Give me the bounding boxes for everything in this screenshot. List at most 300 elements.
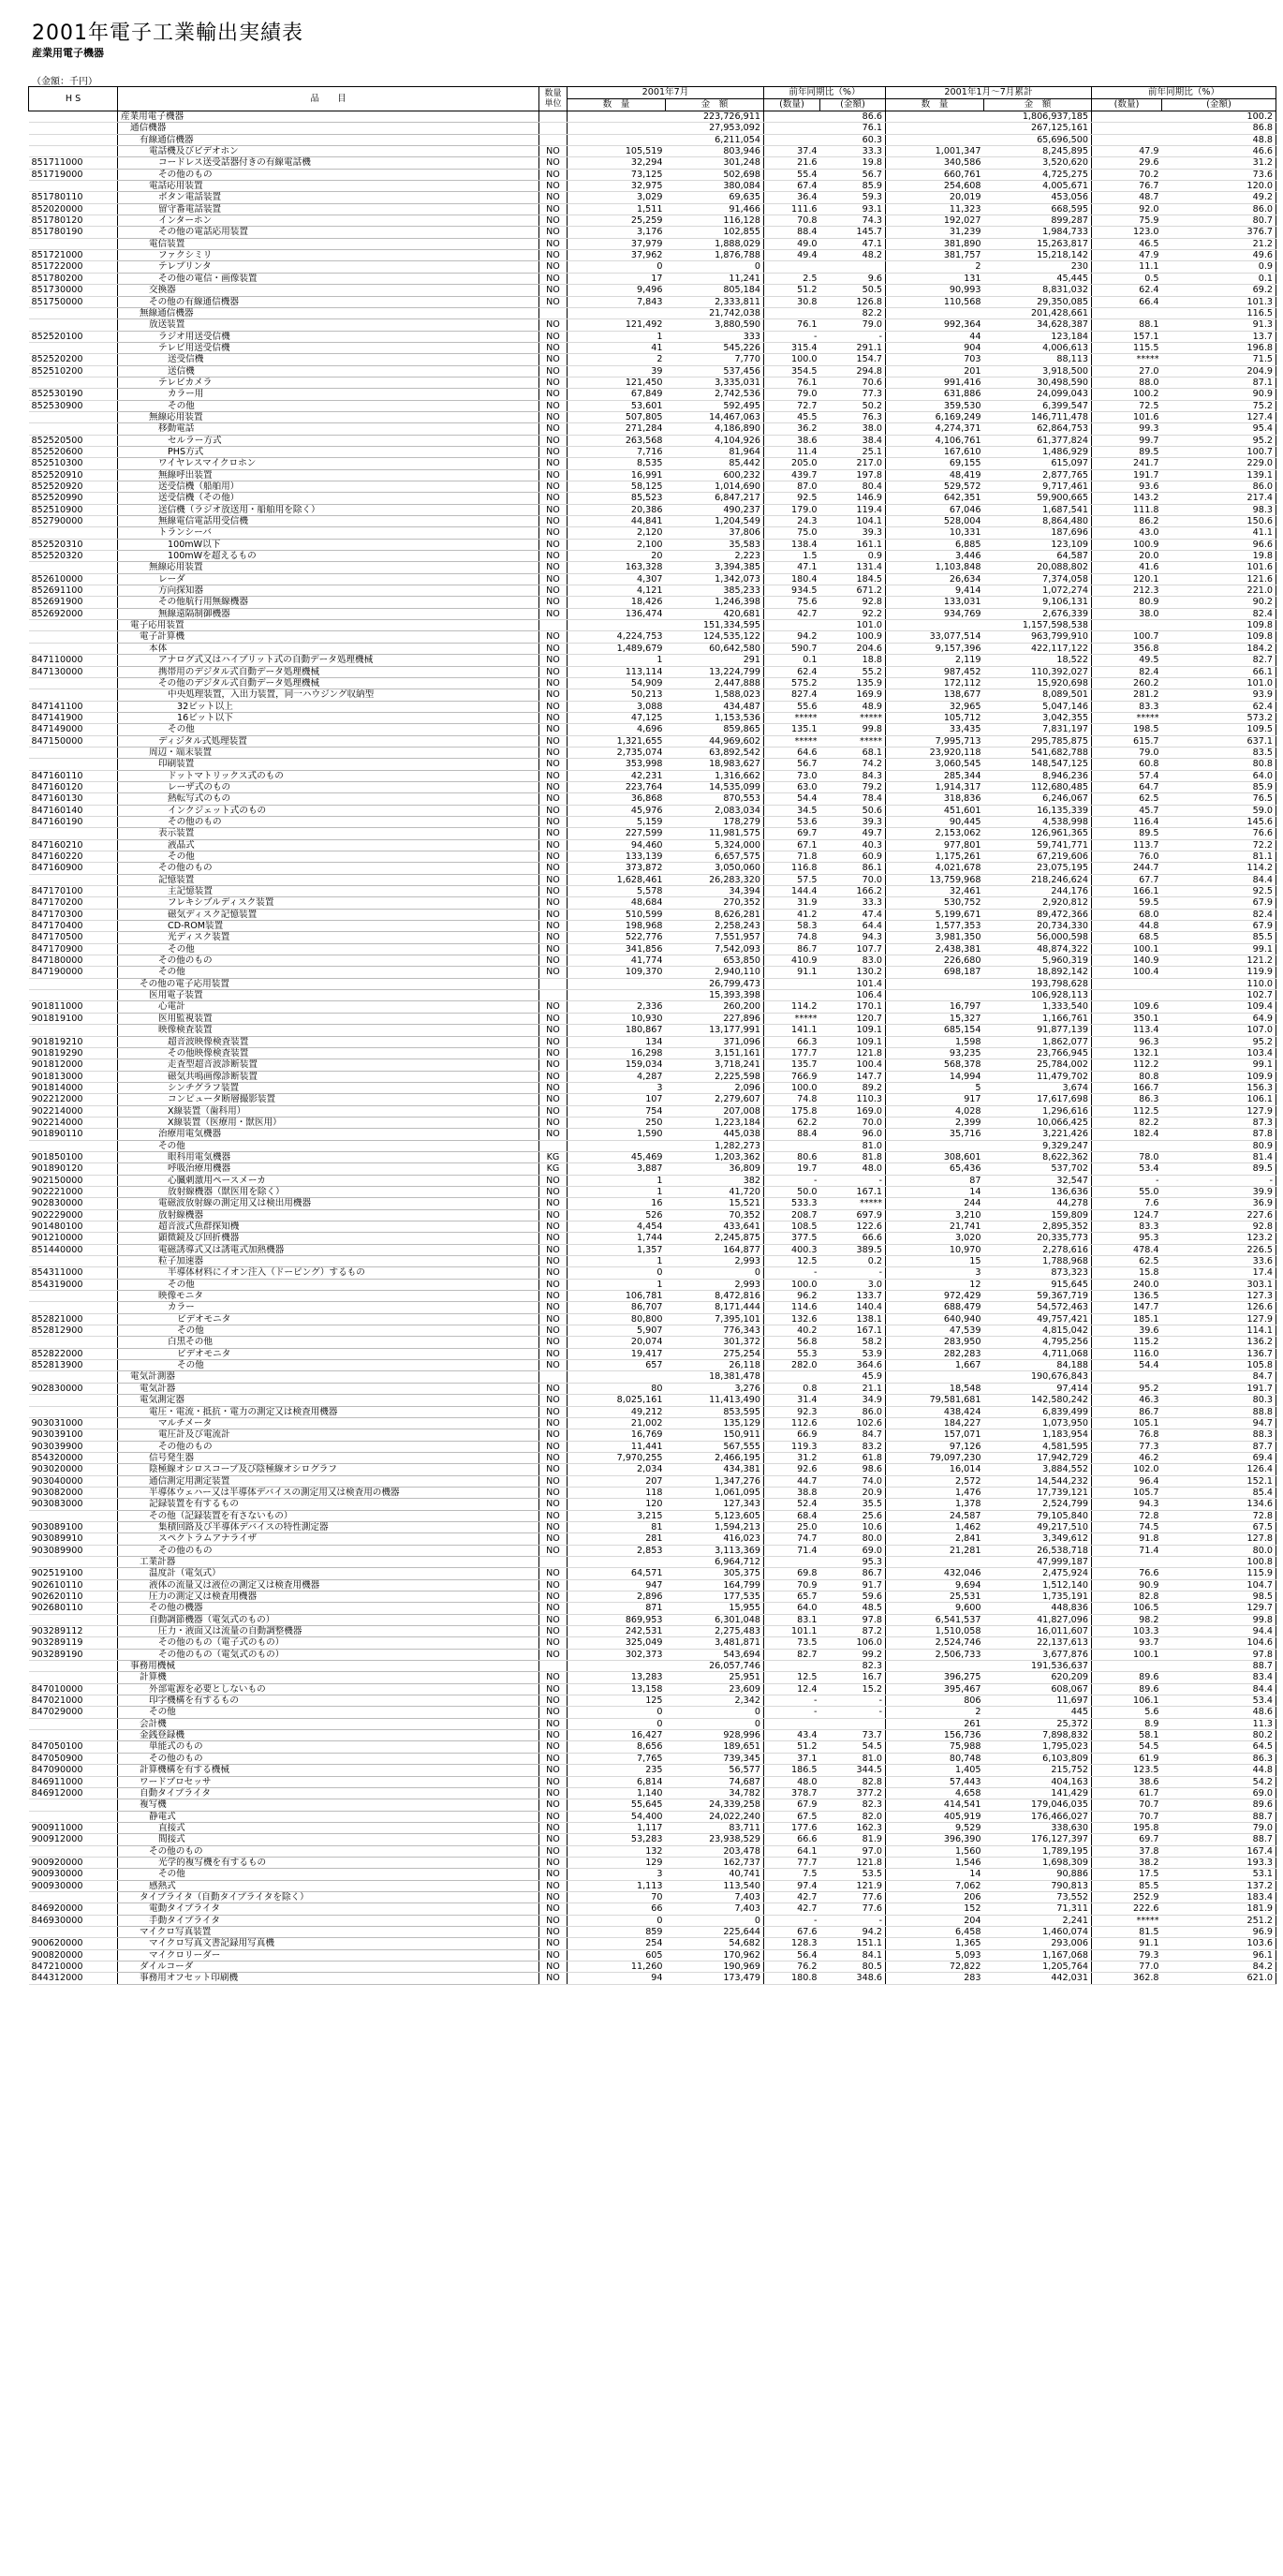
table-row: [29, 1683, 1276, 1695]
month-qty: 5,578: [568, 886, 666, 897]
yoy-amt: 109.1: [820, 1036, 886, 1047]
cum-amt: 4,795,256: [984, 1337, 1092, 1348]
yoy-qty: 410.9: [764, 955, 820, 967]
yoy-amt: 0.9: [820, 551, 886, 562]
hs-code: 901819290: [29, 1047, 118, 1059]
cum-yoy-amt: 100.8: [1162, 1556, 1276, 1567]
table-row: [29, 1834, 1276, 1845]
yoy-amt: 184.5: [820, 573, 886, 585]
cum-yoy-qty: 61.7: [1092, 1787, 1162, 1799]
item-name: 電信装置: [118, 238, 539, 249]
item-name: 磁気共鳴画像診断装置: [118, 1071, 539, 1082]
cum-amt: 1,789,195: [984, 1845, 1092, 1857]
hs-code: [29, 978, 118, 989]
cum-yoy-qty: 88.1: [1092, 319, 1162, 331]
table-row: [29, 458, 1276, 469]
cum-amt: 1,687,541: [984, 504, 1092, 515]
yoy-qty: 100.0: [764, 1279, 820, 1290]
item-name: その他映像検査装置: [118, 1047, 539, 1059]
yoy-amt: 87.2: [820, 1626, 886, 1637]
item-name: 無線呼出装置: [118, 469, 539, 481]
month-amt: 420,681: [666, 608, 764, 619]
cum-yoy-qty: 80.8: [1092, 1071, 1162, 1082]
yoy-amt: 25.6: [820, 1510, 886, 1521]
cum-amt: 159,809: [984, 1209, 1092, 1221]
cum-amt: 2,241: [984, 1915, 1092, 1926]
yoy-amt: 110.3: [820, 1094, 886, 1105]
hs-code: [29, 643, 118, 654]
yoy-amt: 70.0: [820, 1117, 886, 1128]
table-row: [29, 1395, 1276, 1406]
cum-amt: 23,075,195: [984, 863, 1092, 874]
table-row: [29, 1869, 1276, 1880]
cum-amt: 176,466,027: [984, 1811, 1092, 1822]
hs-code: [29, 342, 118, 353]
cum-amt: 24,099,043: [984, 389, 1092, 400]
unit: NO: [539, 1707, 568, 1718]
yoy-qty: 354.5: [764, 365, 820, 377]
cum-yoy-amt: 107.0: [1162, 1025, 1276, 1036]
month-qty: 325,049: [568, 1637, 666, 1649]
hs-code: 852520990: [29, 493, 118, 504]
table-row: [29, 123, 1276, 134]
cum-amt: 26,538,718: [984, 1545, 1092, 1556]
hs-code: 900930000: [29, 1869, 118, 1880]
yoy-amt: 81.0: [820, 1753, 886, 1764]
cum-yoy-amt: 104.6: [1162, 1637, 1276, 1649]
month-amt: 7,395,101: [666, 1313, 764, 1325]
yoy-qty: 180.4: [764, 573, 820, 585]
yoy-amt: 162.3: [820, 1822, 886, 1833]
cum-yoy-amt: 62.4: [1162, 701, 1276, 712]
table-row: [29, 1545, 1276, 1556]
yoy-qty: 108.5: [764, 1221, 820, 1233]
hs-code: 847160220: [29, 851, 118, 863]
yoy-amt: 80.0: [820, 1533, 886, 1545]
item-name: 金銭登録機: [118, 1730, 539, 1741]
unit: NO: [539, 1117, 568, 1128]
cum-qty: 1,378: [886, 1499, 984, 1510]
cum-yoy-amt: 136.2: [1162, 1337, 1276, 1348]
table-row: [29, 1071, 1276, 1082]
table-row: [29, 828, 1276, 839]
cum-yoy-amt: 104.7: [1162, 1579, 1276, 1591]
cum-amt: 1,157,598,538: [984, 620, 1092, 631]
cum-qty: 79,097,230: [886, 1452, 984, 1463]
table-row: [29, 1313, 1276, 1325]
cum-yoy-qty: 157.1: [1092, 331, 1162, 342]
month-qty: 20,386: [568, 504, 666, 515]
cum-qty: 9,600: [886, 1603, 984, 1614]
cum-yoy-amt: 85.9: [1162, 781, 1276, 792]
cum-amt: 67,219,606: [984, 851, 1092, 863]
month-amt: 333: [666, 331, 764, 342]
table-row: [29, 331, 1276, 342]
hs-code: [29, 677, 118, 688]
yoy-qty: 79.0: [764, 389, 820, 400]
cum-qty: 25,531: [886, 1591, 984, 1603]
unit: NO: [539, 1036, 568, 1047]
cum-amt: 16,135,339: [984, 805, 1092, 816]
table-row: [29, 863, 1276, 874]
hs-code: [29, 1891, 118, 1902]
cum-qty: 12: [886, 1279, 984, 1290]
unit: [539, 307, 568, 318]
cum-yoy-amt: 72.8: [1162, 1510, 1276, 1521]
yoy-qty: 92.3: [764, 1406, 820, 1417]
cum-yoy-qty: 46.3: [1092, 1395, 1162, 1406]
cum-amt: 1,788,968: [984, 1256, 1092, 1267]
item-name: レーザ式のもの: [118, 781, 539, 792]
cum-yoy-amt: 102.7: [1162, 990, 1276, 1001]
cum-yoy-amt: 121.2: [1162, 955, 1276, 967]
cum-yoy-amt: 81.4: [1162, 1151, 1276, 1162]
hs-code: 851780190: [29, 227, 118, 238]
cum-yoy-amt: 53.4: [1162, 1695, 1276, 1707]
month-qty: 3,215: [568, 1510, 666, 1521]
unit: NO: [539, 1891, 568, 1902]
cum-yoy-amt: 91.3: [1162, 319, 1276, 331]
cum-amt: 1,073,950: [984, 1417, 1092, 1429]
unit: NO: [539, 1915, 568, 1926]
cum-qty: 4,021,678: [886, 863, 984, 874]
unit: NO: [539, 1880, 568, 1891]
table-row: [29, 527, 1276, 539]
cum-qty: 97,126: [886, 1441, 984, 1452]
cum-yoy-qty: 27.0: [1092, 365, 1162, 377]
month-qty: 526: [568, 1209, 666, 1221]
yoy-qty: 119.3: [764, 1441, 820, 1452]
cum-qty: 87: [886, 1175, 984, 1186]
cum-yoy-amt: 89.5: [1162, 1163, 1276, 1175]
cum-amt: 71,311: [984, 1903, 1092, 1915]
table-row: [29, 1787, 1276, 1799]
yoy-qty: [764, 1371, 820, 1383]
hs-code: [29, 181, 118, 192]
cum-amt: 61,377,824: [984, 435, 1092, 446]
cum-qty: 1,546: [886, 1857, 984, 1868]
cum-yoy-amt: 67.9: [1162, 897, 1276, 909]
unit: NO: [539, 527, 568, 539]
cum-amt: 267,125,161: [984, 123, 1092, 134]
table-row: [29, 631, 1276, 643]
table-row: [29, 1510, 1276, 1521]
month-qty: 86,707: [568, 1302, 666, 1313]
cum-amt: 899,287: [984, 215, 1092, 227]
hs-code: 900930000: [29, 1880, 118, 1891]
month-qty: 19,417: [568, 1348, 666, 1359]
month-amt: 2,993: [666, 1256, 764, 1267]
table-row: [29, 319, 1276, 331]
table-row: [29, 296, 1276, 307]
table-row: [29, 1371, 1276, 1383]
month-amt: 592,495: [666, 400, 764, 411]
month-qty: 67,849: [568, 389, 666, 400]
month-qty: 20: [568, 551, 666, 562]
table-row: [29, 1915, 1276, 1926]
month-qty: 48,684: [568, 897, 666, 909]
cum-amt: 7,898,832: [984, 1730, 1092, 1741]
yoy-amt: 167.1: [820, 1186, 886, 1197]
yoy-qty: 175.8: [764, 1105, 820, 1117]
unit: NO: [539, 1753, 568, 1764]
yoy-qty: 42.7: [764, 1891, 820, 1902]
yoy-qty: [764, 111, 820, 123]
yoy-amt: 60.3: [820, 134, 886, 145]
cum-yoy-amt: 73.6: [1162, 169, 1276, 180]
cum-yoy-qty: 37.8: [1092, 1845, 1162, 1857]
month-amt: 34,394: [666, 886, 764, 897]
hs-code: 851440000: [29, 1244, 118, 1255]
yoy-qty: 66.6: [764, 1834, 820, 1845]
cum-yoy-amt: 41.1: [1162, 527, 1276, 539]
header-cum-amt: 金 額: [984, 99, 1092, 111]
month-qty: 41: [568, 342, 666, 353]
month-qty: 198,968: [568, 921, 666, 932]
month-amt: 416,023: [666, 1533, 764, 1545]
unit: NO: [539, 1291, 568, 1302]
yoy-amt: -: [820, 1915, 886, 1926]
item-name: 事務用機械: [118, 1661, 539, 1672]
table-row: [29, 377, 1276, 388]
month-qty: 341,856: [568, 943, 666, 955]
cum-qty: 285,344: [886, 770, 984, 781]
table-row: [29, 1845, 1276, 1857]
cum-yoy-amt: 76.5: [1162, 793, 1276, 805]
item-name: ワイヤレスマイクロホン: [118, 458, 539, 469]
yoy-amt: 99.2: [820, 1649, 886, 1660]
item-name: テレプリンタ: [118, 261, 539, 273]
item-name: その他の電話応用装置: [118, 227, 539, 238]
hs-code: 847160900: [29, 863, 118, 874]
yoy-amt: 344.5: [820, 1765, 886, 1776]
cum-qty: [886, 307, 984, 318]
month-qty: 207: [568, 1475, 666, 1487]
cum-amt: 9,106,131: [984, 597, 1092, 608]
unit: NO: [539, 1129, 568, 1140]
item-name: その他の機器: [118, 1603, 539, 1614]
yoy-qty: 64.6: [764, 747, 820, 758]
item-name: その他航行用無線機器: [118, 597, 539, 608]
hs-code: 851722000: [29, 261, 118, 273]
month-amt: 6,964,712: [666, 1556, 764, 1567]
table-row: [29, 1661, 1276, 1672]
cum-yoy-amt: 181.9: [1162, 1903, 1276, 1915]
yoy-qty: *****: [764, 712, 820, 723]
month-amt: 35,583: [666, 539, 764, 550]
yoy-amt: [820, 1718, 886, 1729]
hs-code: 903039100: [29, 1429, 118, 1441]
cum-amt: 97,414: [984, 1383, 1092, 1394]
yoy-qty: 52.4: [764, 1499, 820, 1510]
yoy-amt: 49.7: [820, 828, 886, 839]
month-amt: 2,279,607: [666, 1094, 764, 1105]
hs-code: 902150000: [29, 1175, 118, 1186]
cum-qty: [886, 620, 984, 631]
unit: NO: [539, 967, 568, 978]
yoy-qty: 86.7: [764, 943, 820, 955]
yoy-qty: 64.1: [764, 1845, 820, 1857]
cum-yoy-amt: 101.6: [1162, 562, 1276, 573]
cum-yoy-qty: 45.7: [1092, 805, 1162, 816]
cum-amt: 193,798,628: [984, 978, 1092, 989]
yoy-qty: 74.8: [764, 1094, 820, 1105]
cum-yoy-amt: 21.2: [1162, 238, 1276, 249]
cum-amt: 44,278: [984, 1198, 1092, 1209]
unit: [539, 123, 568, 134]
cum-yoy-amt: 109.5: [1162, 724, 1276, 735]
cum-yoy-amt: 80.9: [1162, 1140, 1276, 1151]
yoy-amt: 38.0: [820, 423, 886, 435]
yoy-qty: 38.6: [764, 435, 820, 446]
cum-yoy-qty: 147.7: [1092, 1302, 1162, 1313]
cum-yoy-qty: 8.9: [1092, 1718, 1162, 1729]
item-name: 静電式: [118, 1811, 539, 1822]
month-qty: 3: [568, 1082, 666, 1093]
month-amt: 116,128: [666, 215, 764, 227]
cum-yoy-qty: 113.7: [1092, 839, 1162, 851]
cum-yoy-amt: 96.9: [1162, 1926, 1276, 1937]
cum-yoy-amt: 126.6: [1162, 1302, 1276, 1313]
cum-amt: 62,864,753: [984, 423, 1092, 435]
cum-yoy-qty: 39.6: [1092, 1325, 1162, 1337]
cum-qty: 640,940: [886, 1313, 984, 1325]
cum-yoy-amt: 80.2: [1162, 1730, 1276, 1741]
hs-code: [29, 527, 118, 539]
cum-amt: 537,702: [984, 1163, 1092, 1175]
yoy-amt: 204.6: [820, 643, 886, 654]
yoy-amt: 34.9: [820, 1395, 886, 1406]
cum-yoy-qty: 281.2: [1092, 689, 1162, 701]
cum-yoy-qty: 100.7: [1092, 631, 1162, 643]
cum-qty: 5,093: [886, 1949, 984, 1961]
item-name: 印刷装置: [118, 759, 539, 770]
cum-yoy-amt: 221.0: [1162, 585, 1276, 597]
unit-note: （金額：千円）: [32, 77, 97, 87]
cum-amt: 6,839,499: [984, 1406, 1092, 1417]
cum-yoy-amt: 33.6: [1162, 1256, 1276, 1267]
yoy-qty: -: [764, 1175, 820, 1186]
month-qty: 37,962: [568, 250, 666, 261]
table-row: [29, 1603, 1276, 1614]
table-row: [29, 1221, 1276, 1233]
cum-amt: 1,795,023: [984, 1741, 1092, 1753]
yoy-amt: 82.3: [820, 1799, 886, 1811]
yoy-qty: 73.5: [764, 1637, 820, 1649]
yoy-amt: 86.0: [820, 1406, 886, 1417]
table-row: [29, 1926, 1276, 1937]
item-name: マイクロ写真文書記録用写真機: [118, 1938, 539, 1949]
yoy-amt: 140.4: [820, 1302, 886, 1313]
cum-qty: 9,694: [886, 1579, 984, 1591]
cum-qty: 261: [886, 1718, 984, 1729]
cum-yoy-qty: [1092, 1661, 1162, 1672]
yoy-qty: 91.1: [764, 967, 820, 978]
unit: NO: [539, 1464, 568, 1475]
month-amt: 34,782: [666, 1787, 764, 1799]
cum-yoy-amt: 17.4: [1162, 1267, 1276, 1279]
unit: NO: [539, 181, 568, 192]
month-amt: 275,254: [666, 1348, 764, 1359]
unit: NO: [539, 1626, 568, 1637]
unit: NO: [539, 1787, 568, 1799]
item-name: 顕微鏡及び回折機器: [118, 1233, 539, 1244]
unit: NO: [539, 1209, 568, 1221]
cum-yoy-amt: 136.7: [1162, 1348, 1276, 1359]
yoy-qty: 92.6: [764, 1464, 820, 1475]
yoy-amt: 15.2: [820, 1683, 886, 1695]
item-name: 超音波映像検査装置: [118, 1036, 539, 1047]
cum-qty: 340,586: [886, 157, 984, 169]
month-amt: 7,542,093: [666, 943, 764, 955]
cum-yoy-qty: 69.7: [1092, 1834, 1162, 1845]
month-amt: 7,551,957: [666, 932, 764, 943]
cum-qty: 381,757: [886, 250, 984, 261]
unit: NO: [539, 389, 568, 400]
cum-yoy-amt: 85.4: [1162, 1487, 1276, 1498]
yoy-qty: 74.7: [764, 1533, 820, 1545]
unit: NO: [539, 1568, 568, 1579]
hs-code: [29, 1256, 118, 1267]
yoy-qty: 114.6: [764, 1302, 820, 1313]
cum-qty: [886, 134, 984, 145]
table-row: [29, 1360, 1276, 1371]
cum-amt: 448,836: [984, 1603, 1092, 1614]
table-row: [29, 1059, 1276, 1071]
cum-yoy-qty: 102.0: [1092, 1464, 1162, 1475]
cum-yoy-qty: 58.1: [1092, 1730, 1162, 1741]
month-qty: 129: [568, 1857, 666, 1868]
cum-yoy-qty: *****: [1092, 1915, 1162, 1926]
cum-amt: 8,831,032: [984, 285, 1092, 296]
cum-yoy-amt: 109.9: [1162, 1071, 1276, 1082]
yoy-qty: 11.4: [764, 446, 820, 457]
item-name: その他: [118, 967, 539, 978]
yoy-qty: [764, 620, 820, 631]
header-cum-qty: 数 量: [886, 99, 984, 111]
table-row: [29, 608, 1276, 619]
cum-yoy-qty: 89.5: [1092, 446, 1162, 457]
cum-yoy-qty: 100.9: [1092, 539, 1162, 550]
month-qty: 107: [568, 1094, 666, 1105]
cum-amt: 123,109: [984, 539, 1092, 550]
month-amt: 3,050,060: [666, 863, 764, 874]
cum-qty: 244: [886, 1198, 984, 1209]
month-qty: 16,991: [568, 469, 666, 481]
header-yoy-qty: (数量): [764, 99, 820, 111]
unit: NO: [539, 469, 568, 481]
cum-qty: 90,445: [886, 816, 984, 827]
cum-yoy-qty: 198.5: [1092, 724, 1162, 735]
yoy-amt: -: [820, 1707, 886, 1718]
cum-amt: 8,946,236: [984, 770, 1092, 781]
unit: NO: [539, 793, 568, 805]
cum-yoy-amt: 67.5: [1162, 1521, 1276, 1532]
cum-qty: 152: [886, 1903, 984, 1915]
table-row: [29, 597, 1276, 608]
cum-amt: 2,877,765: [984, 469, 1092, 481]
cum-yoy-amt: 80.3: [1162, 1395, 1276, 1406]
table-row: [29, 435, 1276, 446]
table-row: [29, 1707, 1276, 1718]
cum-qty: [886, 1140, 984, 1151]
table-row: [29, 793, 1276, 805]
month-qty: 1,357: [568, 1244, 666, 1255]
cum-yoy-qty: 132.1: [1092, 1047, 1162, 1059]
cum-amt: 176,127,397: [984, 1834, 1092, 1845]
month-amt: 4,104,926: [666, 435, 764, 446]
cum-yoy-amt: 139.1: [1162, 469, 1276, 481]
